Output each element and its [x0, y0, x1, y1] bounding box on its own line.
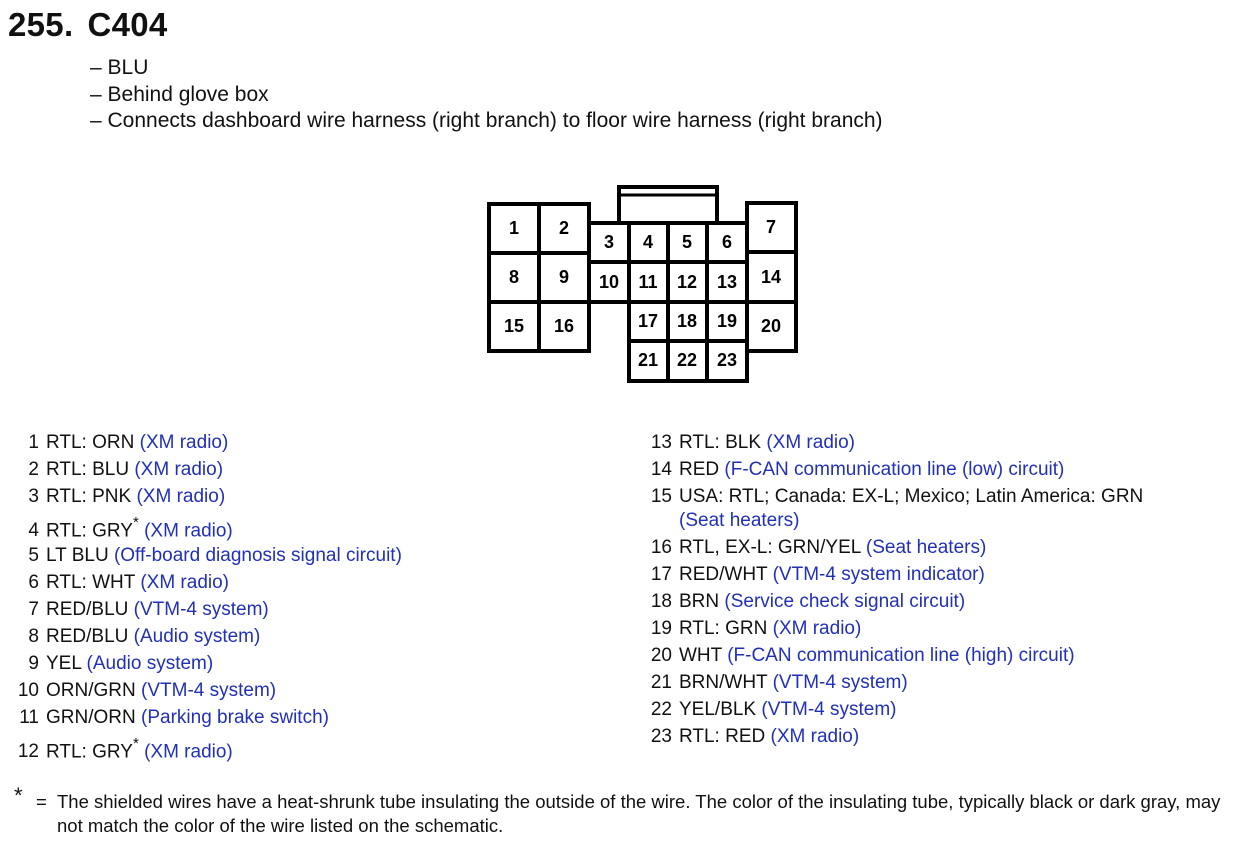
pin-row-12: [10, 737, 233, 763]
pin-row-23: [643, 726, 859, 748]
wire-color: GRN/ORN: [46, 707, 136, 728]
pin-number: 20: [650, 645, 672, 666]
cavity-label-18: 18: [676, 311, 698, 331]
pin-number: 3: [28, 486, 39, 507]
wire-color: RTL: WHT: [46, 572, 136, 593]
pin-row-6: [10, 572, 229, 594]
pin-number: 10: [17, 680, 39, 701]
pin-row-1: [10, 432, 228, 454]
footnote-text: The shielded wires have a heat-shrunk tube insulating the outside of the wire. The color of the insulating tube, typically black or dark gray, may not match the color of the wire listed on the schematic.: [57, 791, 1221, 836]
circuit-description: (VTM-4 system indicator): [772, 564, 985, 585]
circuit-description: (VTM-4 system): [133, 599, 269, 620]
wire-color: RTL: GRY: [46, 520, 133, 542]
cavity-label-15: 15: [503, 316, 525, 336]
connector-face-diagram: [0, 0, 1246, 400]
circuit-description: (XM radio): [144, 520, 233, 542]
wire-color: RTL: GRY: [46, 741, 133, 763]
footnote-equals: =: [36, 791, 47, 812]
cavity-label-11: 11: [638, 272, 658, 292]
pin-row-4: [10, 516, 233, 542]
pin-number: 11: [19, 707, 39, 728]
pin-row-13: [643, 432, 855, 454]
wire-color: RTL: BLK: [679, 432, 762, 453]
cavity-label-7: 7: [765, 217, 777, 237]
wire-color: RTL: ORN: [46, 432, 135, 453]
cavity-label-10: 10: [598, 272, 620, 292]
pin-number: 23: [650, 726, 672, 747]
cavity-label-20: 20: [760, 316, 782, 336]
pin-row-3: [10, 486, 225, 508]
locking-tab: [619, 187, 717, 223]
pin-number: 4: [28, 520, 39, 542]
cavity-label-13: 13: [716, 272, 738, 292]
circuit-description: (XM radio): [766, 432, 855, 453]
pin-number: 19: [650, 618, 672, 639]
circuit-description: (VTM-4 system): [772, 672, 908, 693]
wire-color: RTL: BLU: [46, 459, 130, 480]
circuit-description: (XM radio): [136, 486, 226, 507]
pin-row-10: [10, 680, 276, 702]
wire-color: RTL: PNK: [46, 486, 132, 507]
circuit-description: (Audio system): [133, 626, 261, 647]
pin-number: 16: [650, 537, 672, 558]
cavity-label-12: 12: [676, 272, 698, 292]
cavity-label-1: 1: [508, 218, 520, 238]
pin-row-5: [10, 545, 402, 567]
pin-row-9: [10, 653, 213, 675]
pin-row-16: [643, 537, 986, 559]
pin-row-11: [10, 707, 329, 729]
circuit-description: (XM radio): [140, 572, 229, 593]
pin-row-8: [10, 626, 260, 648]
cavity-label-19: 19: [716, 311, 738, 331]
pin-row-18: [643, 591, 965, 613]
circuit-description: (Parking brake switch): [141, 707, 329, 728]
pin-row-17: [643, 564, 985, 586]
wire-color: RED/BLU: [46, 626, 129, 647]
cavity-label-22: 22: [676, 350, 698, 370]
wire-color: RED/WHT: [679, 564, 768, 585]
pin-number: 18: [650, 591, 672, 612]
circuit-description: (XM radio): [144, 741, 233, 763]
pin-number: 17: [650, 564, 672, 585]
wire-color: RTL, EX-L: GRN/YEL: [679, 537, 861, 558]
pin-row-21: [643, 672, 908, 694]
pin-number: 21: [650, 672, 672, 693]
wire-color: RED/BLU: [46, 599, 129, 620]
pin-number: 12: [17, 741, 39, 763]
pin-number: 13: [650, 432, 672, 453]
cavity-label-23: 23: [716, 350, 738, 370]
pin-number: 2: [28, 459, 39, 480]
section-number: 255.: [8, 6, 74, 43]
pin-row-14: [643, 459, 1064, 481]
cavity-label-17: 17: [637, 311, 659, 331]
pin-row-2: [10, 459, 223, 481]
circuit-description: (XM radio): [139, 432, 229, 453]
pin-row-22: [643, 699, 897, 721]
connector-id: C404: [87, 6, 168, 43]
pin-number: 22: [650, 699, 672, 720]
circuit-description: (Off-board diagnosis signal circuit): [113, 545, 402, 566]
wire-color: ORN/GRN: [46, 680, 136, 701]
cavity-label-2: 2: [558, 218, 570, 238]
wire-color: BRN: [679, 591, 720, 612]
connector-location: – Behind glove box: [90, 82, 883, 109]
cavity-label-9: 9: [558, 267, 570, 287]
shielded-wire-footnote: [14, 783, 1242, 838]
circuit-description: (VTM-4 system): [761, 699, 897, 720]
circuit-description: (Seat heaters): [679, 510, 800, 531]
connector-connects: – Connects dashboard wire harness (right branch) to floor wire harness (right branch): [90, 108, 883, 135]
cavity-label-3: 3: [603, 232, 615, 252]
circuit-description: (XM radio): [772, 618, 862, 639]
wire-color: RTL: GRN: [679, 618, 768, 639]
cavity-label-5: 5: [681, 232, 693, 252]
pin-row-19: [643, 618, 861, 640]
wire-color: YEL/BLK: [679, 699, 757, 720]
circuit-description: (VTM-4 system): [141, 680, 277, 701]
shielded-asterisk: *: [132, 735, 139, 752]
pin-number: 7: [28, 599, 39, 620]
circuit-description: (Audio system): [86, 653, 214, 674]
cavity-label-21: 21: [637, 350, 659, 370]
pin-number: 5: [28, 545, 39, 566]
wire-color: WHT: [679, 645, 722, 666]
pin-number: 1: [28, 432, 39, 453]
cavity-label-16: 16: [553, 316, 575, 336]
pin-row-20: [643, 645, 1075, 667]
pin-number: 15: [650, 486, 672, 507]
wire-color: BRN/WHT: [679, 672, 768, 693]
pin-row-15: [643, 486, 1143, 532]
footnote-asterisk: *: [14, 783, 23, 808]
wire-color: RED: [679, 459, 720, 480]
pin-number: 14: [650, 459, 672, 480]
circuit-description: (Service check signal circuit): [724, 591, 966, 612]
pin-number: 6: [28, 572, 39, 593]
connector-color: – BLU: [90, 55, 883, 82]
wire-color: YEL: [46, 653, 82, 674]
pin-row-7: [10, 599, 269, 621]
pin-number: 8: [28, 626, 39, 647]
circuit-description: (XM radio): [134, 459, 224, 480]
wire-color: RTL: RED: [679, 726, 766, 747]
circuit-description: (Seat heaters): [865, 537, 987, 558]
cavity-label-8: 8: [508, 267, 520, 287]
cavity-label-4: 4: [642, 232, 654, 252]
wire-color: LT BLU: [46, 545, 109, 566]
circuit-description: (XM radio): [770, 726, 860, 747]
cavity-label-6: 6: [721, 232, 733, 252]
cavity-label-14: 14: [760, 267, 782, 287]
wire-color: USA: RTL; Canada: EX-L; Mexico; Latin America: GRN: [679, 486, 1144, 507]
shielded-asterisk: *: [132, 514, 139, 531]
circuit-description: (F-CAN communication line (low) circuit): [724, 459, 1065, 480]
circuit-description: (F-CAN communication line (high) circuit): [727, 645, 1075, 666]
pin-number: 9: [28, 653, 39, 674]
